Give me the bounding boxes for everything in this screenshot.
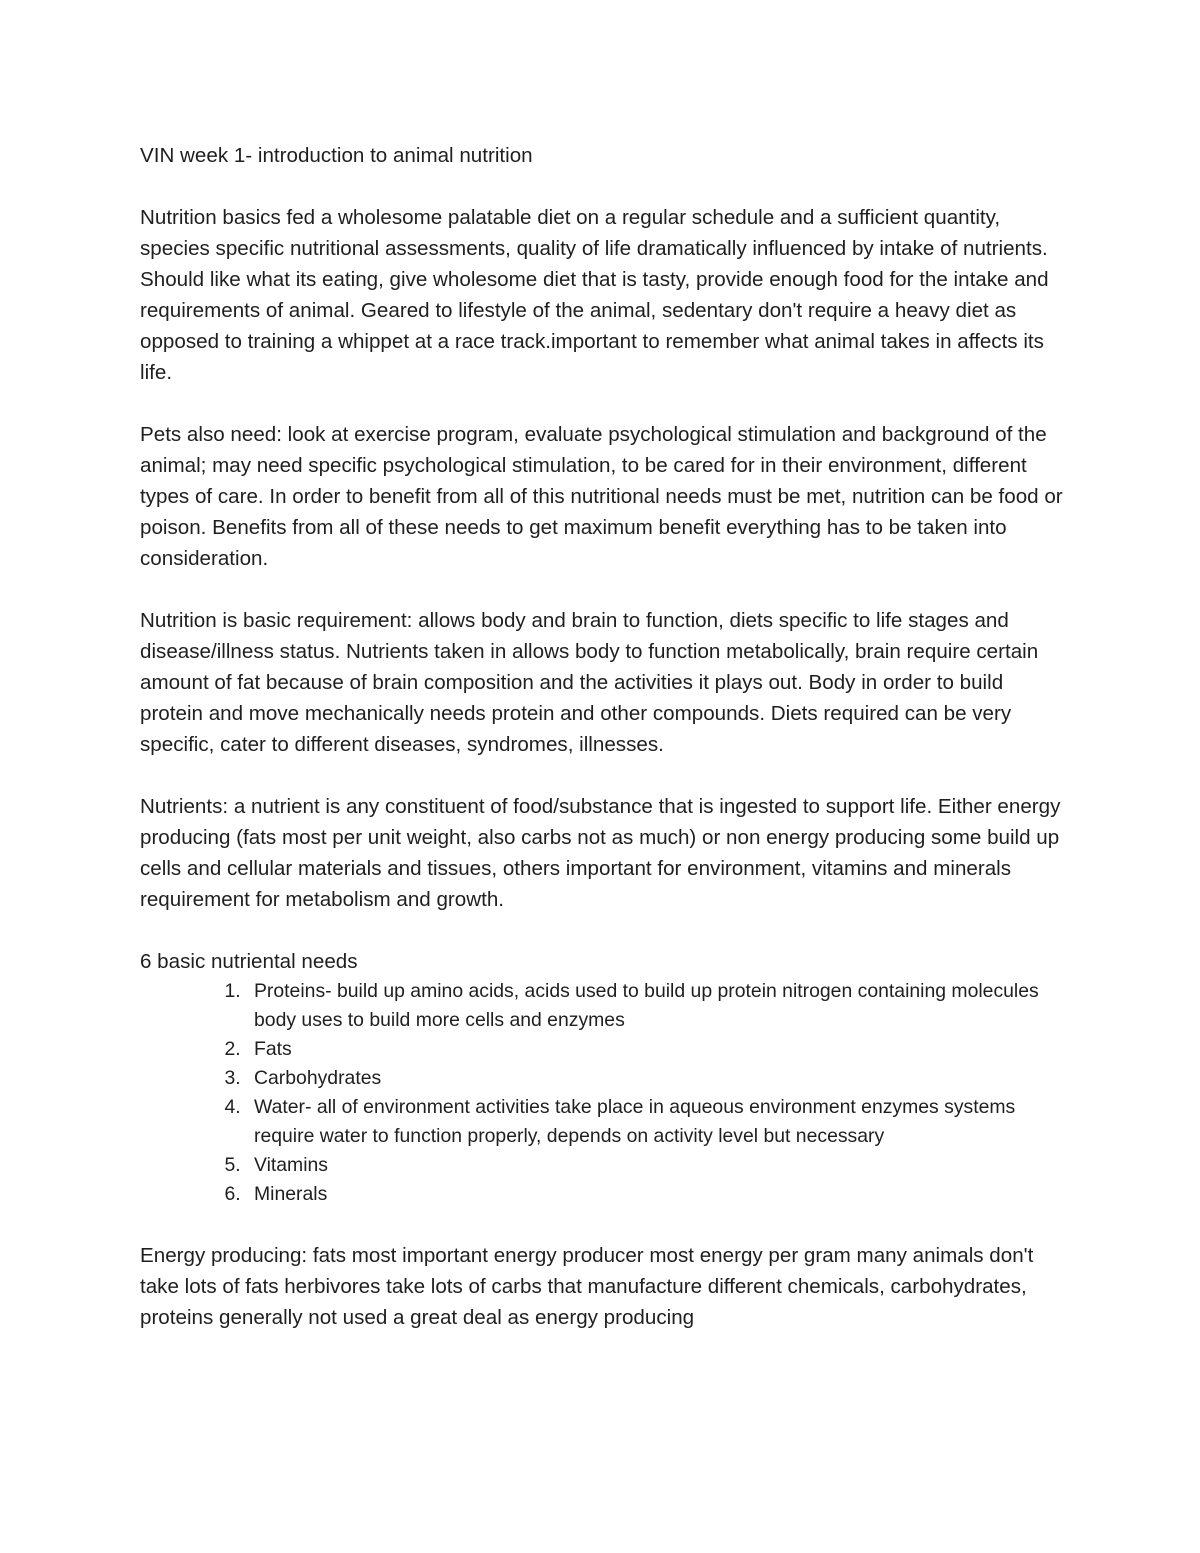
- paragraph-nutrition-basics: Nutrition basics fed a wholesome palatable diet on a regular schedule and a sufficient quantity, species specific nutritional assessments, quality of life dramatically influenced by intake of nutrients. Should like what its eating, give wholesome diet that is tasty, provide enough food for the intake and requirements of animal. Geared to lifestyle of the animal, sedentary don't require a heavy diet as opposed to training a whippet at a race track.important to remember what animal takes in affects its life.: [140, 206, 1049, 384]
- list-heading: 6 basic nutriental needs: [140, 950, 358, 973]
- list-item: 4. Water- all of environment activities take place in aqueous environment enzymes systems require water to function properly, depends on activity level but necessary: [246, 1093, 1065, 1151]
- paragraph-energy-producing: Energy producing: fats most important energy producer most energy per gram many animals don't take lots of fats herbivores take lots of carbs that manufacture different chemicals, carbohydrates, proteins generally not used a great deal as energy producing: [140, 1244, 1034, 1329]
- list-item: 5. Vitamins: [246, 1151, 1065, 1180]
- list-item: 3. Carbohydrates: [246, 1064, 1065, 1093]
- document-body: [140, 140, 1065, 1364]
- paragraph-nutrients: Nutrients: a nutrient is any constituent of food/substance that is ingested to support life. Either energy producing (fats most per unit weight, also carbs not as much) or non energy producing some build up cells and cellular materials and tissues, others important for environment, vitamins and minerals requirement for metabolism and growth.: [140, 795, 1061, 911]
- document-title: VIN week 1- introduction to animal nutrition: [140, 144, 533, 167]
- list-item: 1. Proteins- build up amino acids, acids used to build up protein nitrogen containing molecules body uses to build more cells and enzymes: [246, 977, 1065, 1035]
- list-item: 6. Minerals: [246, 1180, 1065, 1209]
- list-item: 2. Fats: [246, 1035, 1065, 1064]
- paragraph-basic-requirement: Nutrition is basic requirement: allows body and brain to function, diets specific to life stages and disease/illness status. Nutrients taken in allows body to function metabolically, brain require certain amount of fat because of brain composition and the activities it plays out. Body in order to build protein and move mechanically needs protein and other compounds. Diets required can be very specific, cater to different diseases, syndromes, illnesses.: [140, 609, 1039, 756]
- paragraph-pets-also-need: Pets also need: look at exercise program, evaluate psychological stimulation and background of the animal; may need specific psychological stimulation, to be cared for in their environment, different types of care. In order to benefit from all of this nutritional needs must be met, nutrition can be food or poison. Benefits from all of these needs to get maximum benefit everything has to be taken into consideration.: [140, 423, 1063, 570]
- nutrient-needs-list: [140, 977, 1065, 1209]
